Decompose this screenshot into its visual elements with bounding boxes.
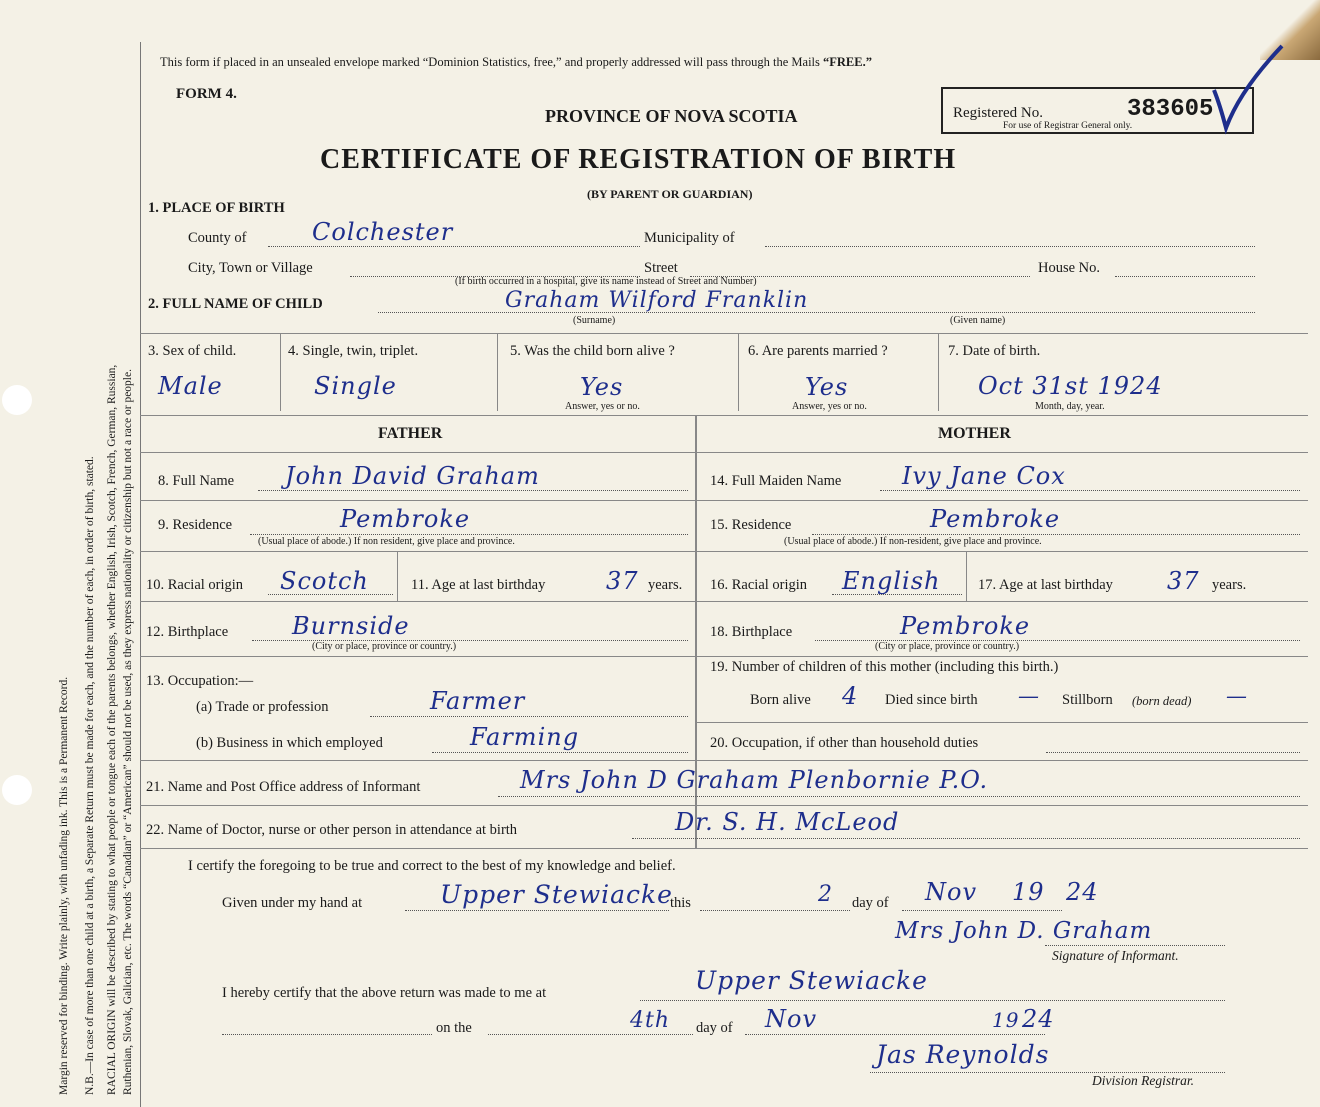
county-value: Colchester xyxy=(312,218,454,246)
child-name-label: 2. FULL NAME OF CHILD xyxy=(148,296,323,312)
row-divider xyxy=(140,601,695,602)
child-name-line xyxy=(378,312,1255,313)
registrar-statement: I hereby certify that the above return was made to me at xyxy=(222,985,547,1001)
row-divider xyxy=(140,805,1308,806)
registrar-month-value: Nov xyxy=(765,1005,818,1033)
surname-note: (Surname) xyxy=(573,315,616,326)
registrar-lead-line xyxy=(222,1034,432,1035)
doctor-line xyxy=(632,838,1300,839)
row-divider xyxy=(140,656,695,657)
parents-married-label: 6. Are parents married ? xyxy=(748,343,888,359)
father-heading: FATHER xyxy=(378,425,443,442)
mother-racial-label: 16. Racial origin xyxy=(710,577,808,593)
mail-notice xyxy=(160,55,872,70)
row-divider xyxy=(140,452,1308,453)
form-number: FORM 4. xyxy=(176,86,237,102)
col-divider xyxy=(738,333,739,411)
registered-label: Registered No. xyxy=(953,105,1043,121)
father-birthplace-note: (City or place, province or country.) xyxy=(312,641,457,652)
father-racial-label: 10. Racial origin xyxy=(146,577,244,593)
father-business-label: (b) Business in which employed xyxy=(196,735,383,751)
binding-margin-rule xyxy=(140,42,141,1107)
born-alive-count-label: Born alive xyxy=(750,692,811,708)
given-place-value: Upper Stewiacke xyxy=(440,880,673,909)
mother-birthplace-label: 18. Birthplace xyxy=(710,624,793,640)
died-since-birth-value: — xyxy=(1018,684,1040,708)
registrar-place-value: Upper Stewiacke xyxy=(695,966,928,995)
stillborn-label: Stillborn xyxy=(1062,692,1113,708)
row-divider xyxy=(695,500,1308,501)
father-trade-line xyxy=(370,716,688,717)
given-day-line xyxy=(700,910,850,911)
this-label: this xyxy=(670,895,691,911)
sex-label: 3. Sex of child. xyxy=(148,343,237,359)
mother-age-label: 17. Age at last birthday xyxy=(978,577,1113,593)
father-trade-label: (a) Trade or profession xyxy=(196,699,329,715)
row-divider xyxy=(695,656,1308,657)
father-business-line xyxy=(432,752,688,753)
row-divider xyxy=(140,333,1308,334)
father-residence-value: Pembroke xyxy=(340,505,471,533)
father-age-years: years. xyxy=(648,577,683,593)
died-since-birth-label: Died since birth xyxy=(885,692,978,708)
father-residence-note: (Usual place of abode.) If non resident, give place and province. xyxy=(258,536,515,547)
check-mark-icon xyxy=(1210,40,1290,135)
place-of-birth-label: 1. PLACE OF BIRTH xyxy=(148,200,285,216)
binding-hole-top xyxy=(2,385,32,415)
side-note-multiple-births: N.B.—In case of more than one child at a birth, a Separate Return must be made for each, and the number of each, in order of birth, stated. xyxy=(84,456,96,1095)
father-age-value: 37 xyxy=(606,567,639,595)
mother-heading: MOTHER xyxy=(938,425,1011,442)
house-line xyxy=(1115,276,1255,277)
registrar-signature: Jas Reynolds xyxy=(876,1040,1050,1069)
father-residence-line xyxy=(250,534,688,535)
father-trade-value: Farmer xyxy=(430,687,526,715)
mother-age-years: years. xyxy=(1212,577,1247,593)
row-divider xyxy=(695,722,1308,723)
mother-name-value: Ivy Jane Cox xyxy=(902,462,1066,490)
mother-age-value: 37 xyxy=(1167,567,1200,595)
side-note-binding: Margin reserved for binding. Write plainly, with unfading ink. This is a Permanent Record. xyxy=(58,676,70,1095)
mother-occupation-label: 20. Occupation, if other than household duties xyxy=(710,735,979,751)
father-racial-value: Scotch xyxy=(280,567,369,595)
given-day-of-label: day of xyxy=(852,895,889,911)
stillborn-value: — xyxy=(1226,684,1248,708)
father-occupation-label: 13. Occupation:— xyxy=(146,673,254,689)
stillborn-note: (born dead) xyxy=(1132,694,1192,708)
row-divider xyxy=(140,848,1308,849)
born-alive-note: Answer, yes or no. xyxy=(565,401,640,412)
county-label: County of xyxy=(188,230,247,246)
row-divider xyxy=(140,500,695,501)
row-divider xyxy=(140,551,695,552)
father-birthplace-label: 12. Birthplace xyxy=(146,624,229,640)
col-divider xyxy=(966,551,967,601)
street-note: (If birth occurred in a hospital, give its name instead of Street and Number) xyxy=(455,276,757,287)
mother-children-label: 19. Number of children of this mother (including this birth.) xyxy=(710,659,1059,675)
given-day-value: 2 xyxy=(818,882,833,907)
plurality-label: 4. Single, twin, triplet. xyxy=(288,343,419,359)
date-of-birth-note: Month, day, year. xyxy=(1035,401,1105,412)
registrar-day-of-label: day of xyxy=(696,1020,733,1036)
given-year-prefix: 19 xyxy=(1012,878,1045,906)
born-alive-value: Yes xyxy=(580,373,624,401)
col-divider xyxy=(280,333,281,411)
row-divider xyxy=(695,601,1308,602)
father-age-label: 11. Age at last birthday xyxy=(411,577,546,593)
mother-residence-value: Pembroke xyxy=(930,505,1061,533)
side-note-racial-origin-1: RACIAL ORIGIN will be described by stating to what people or tongue each of the parents belongs, whether English, Irish, Scotch, French, German, Russian, xyxy=(106,364,118,1095)
mother-name-label: 14. Full Maiden Name xyxy=(710,473,842,489)
given-month-line xyxy=(902,910,1062,911)
municipality-line xyxy=(765,246,1255,247)
registrar-day-line xyxy=(488,1034,693,1035)
col-divider xyxy=(938,333,939,411)
father-racial-line xyxy=(268,594,393,595)
given-place-line xyxy=(405,910,669,911)
sex-value: Male xyxy=(158,372,223,400)
informant-line xyxy=(498,796,1300,797)
father-business-value: Farming xyxy=(470,723,580,751)
doctor-value: Dr. S. H. McLeod xyxy=(675,808,900,836)
mother-residence-note: (Usual place of abode.) If non-resident, give place and province. xyxy=(784,536,1042,547)
doctor-label: 22. Name of Doctor, nurse or other person in attendance at birth xyxy=(146,822,518,838)
mail-notice-text: This form if placed in an unsealed envelope marked “Dominion Statistics, free,” and properly addressed will pass through the Mails xyxy=(160,55,820,69)
row-divider xyxy=(140,760,1308,761)
col-divider xyxy=(397,551,398,601)
registrar-signature-label: Division Registrar. xyxy=(1092,1073,1195,1088)
registrar-year-prefix: 19 xyxy=(992,1008,1020,1032)
city-label: City, Town or Village xyxy=(188,260,313,276)
mother-birthplace-note: (City or place, province or country.) xyxy=(875,641,1020,652)
house-label: House No. xyxy=(1038,260,1101,276)
date-of-birth-label: 7. Date of birth. xyxy=(948,343,1041,359)
given-year-value: 24 xyxy=(1066,878,1099,906)
mother-name-line xyxy=(880,490,1300,491)
municipality-label: Municipality of xyxy=(644,230,735,246)
informant-label: 21. Name and Post Office address of Informant xyxy=(146,779,421,795)
page-subtitle: (BY PARENT OR GUARDIAN) xyxy=(587,187,753,201)
registrar-month-line xyxy=(745,1034,1045,1035)
parents-married-note: Answer, yes or no. xyxy=(792,401,867,412)
registrar-year-value: 24 xyxy=(1022,1005,1055,1033)
informant-value: Mrs John D Graham Plenbornie P.O. xyxy=(520,766,989,794)
mother-residence-label: 15. Residence xyxy=(710,517,792,533)
street-label: Street xyxy=(644,260,678,276)
registered-note: For use of Registrar General only. xyxy=(1003,121,1133,131)
father-name-line xyxy=(258,490,688,491)
father-residence-label: 9. Residence xyxy=(158,517,233,533)
certification-statement: I certify the foregoing to be true and correct to the best of my knowledge and belief. xyxy=(188,858,676,874)
binding-hole-bottom xyxy=(2,775,32,805)
given-under-hand-label: Given under my hand at xyxy=(222,895,363,911)
plurality-value: Single xyxy=(314,372,397,400)
father-name-value: John David Graham xyxy=(285,462,540,490)
registrar-place-line xyxy=(640,1000,1225,1001)
mother-occupation-line xyxy=(1046,752,1300,753)
mother-racial-line xyxy=(832,594,962,595)
child-name-value: Graham Wilford Franklin xyxy=(505,288,809,313)
col-divider xyxy=(497,333,498,411)
row-divider xyxy=(695,551,1308,552)
mother-racial-value: English xyxy=(842,567,941,595)
informant-signature-line xyxy=(1045,945,1225,946)
county-line xyxy=(268,246,640,247)
registrar-on-label: on the xyxy=(436,1020,472,1036)
registered-number: 383605 xyxy=(1127,96,1214,123)
father-name-label: 8. Full Name xyxy=(158,473,235,489)
page-title: CERTIFICATE OF REGISTRATION OF BIRTH xyxy=(320,144,957,175)
row-divider xyxy=(140,415,1308,416)
informant-signature: Mrs John D. Graham xyxy=(895,918,1153,944)
father-birthplace-value: Burnside xyxy=(292,612,410,640)
informant-signature-label: Signature of Informant. xyxy=(1052,948,1179,963)
mother-birthplace-value: Pembroke xyxy=(900,612,1031,640)
side-note-racial-origin-2: Ruthenian, Slovak, Galician, etc. The words “Canadian” or “American” should not be used, as they express nationality or citizenship but not a race or people. xyxy=(122,369,134,1095)
province-heading: PROVINCE OF NOVA SCOTIA xyxy=(545,106,798,126)
born-alive-label: 5. Was the child born alive ? xyxy=(510,343,675,359)
registrar-day-value: 4th xyxy=(630,1008,671,1033)
parents-married-value: Yes xyxy=(805,373,849,401)
mail-notice-free: “FREE.” xyxy=(823,55,872,69)
given-month-value: Nov xyxy=(925,878,978,906)
date-of-birth-value: Oct 31st 1924 xyxy=(978,372,1163,400)
mother-residence-line xyxy=(812,534,1300,535)
born-alive-count-value: 4 xyxy=(842,682,859,710)
given-name-note: (Given name) xyxy=(950,315,1006,326)
